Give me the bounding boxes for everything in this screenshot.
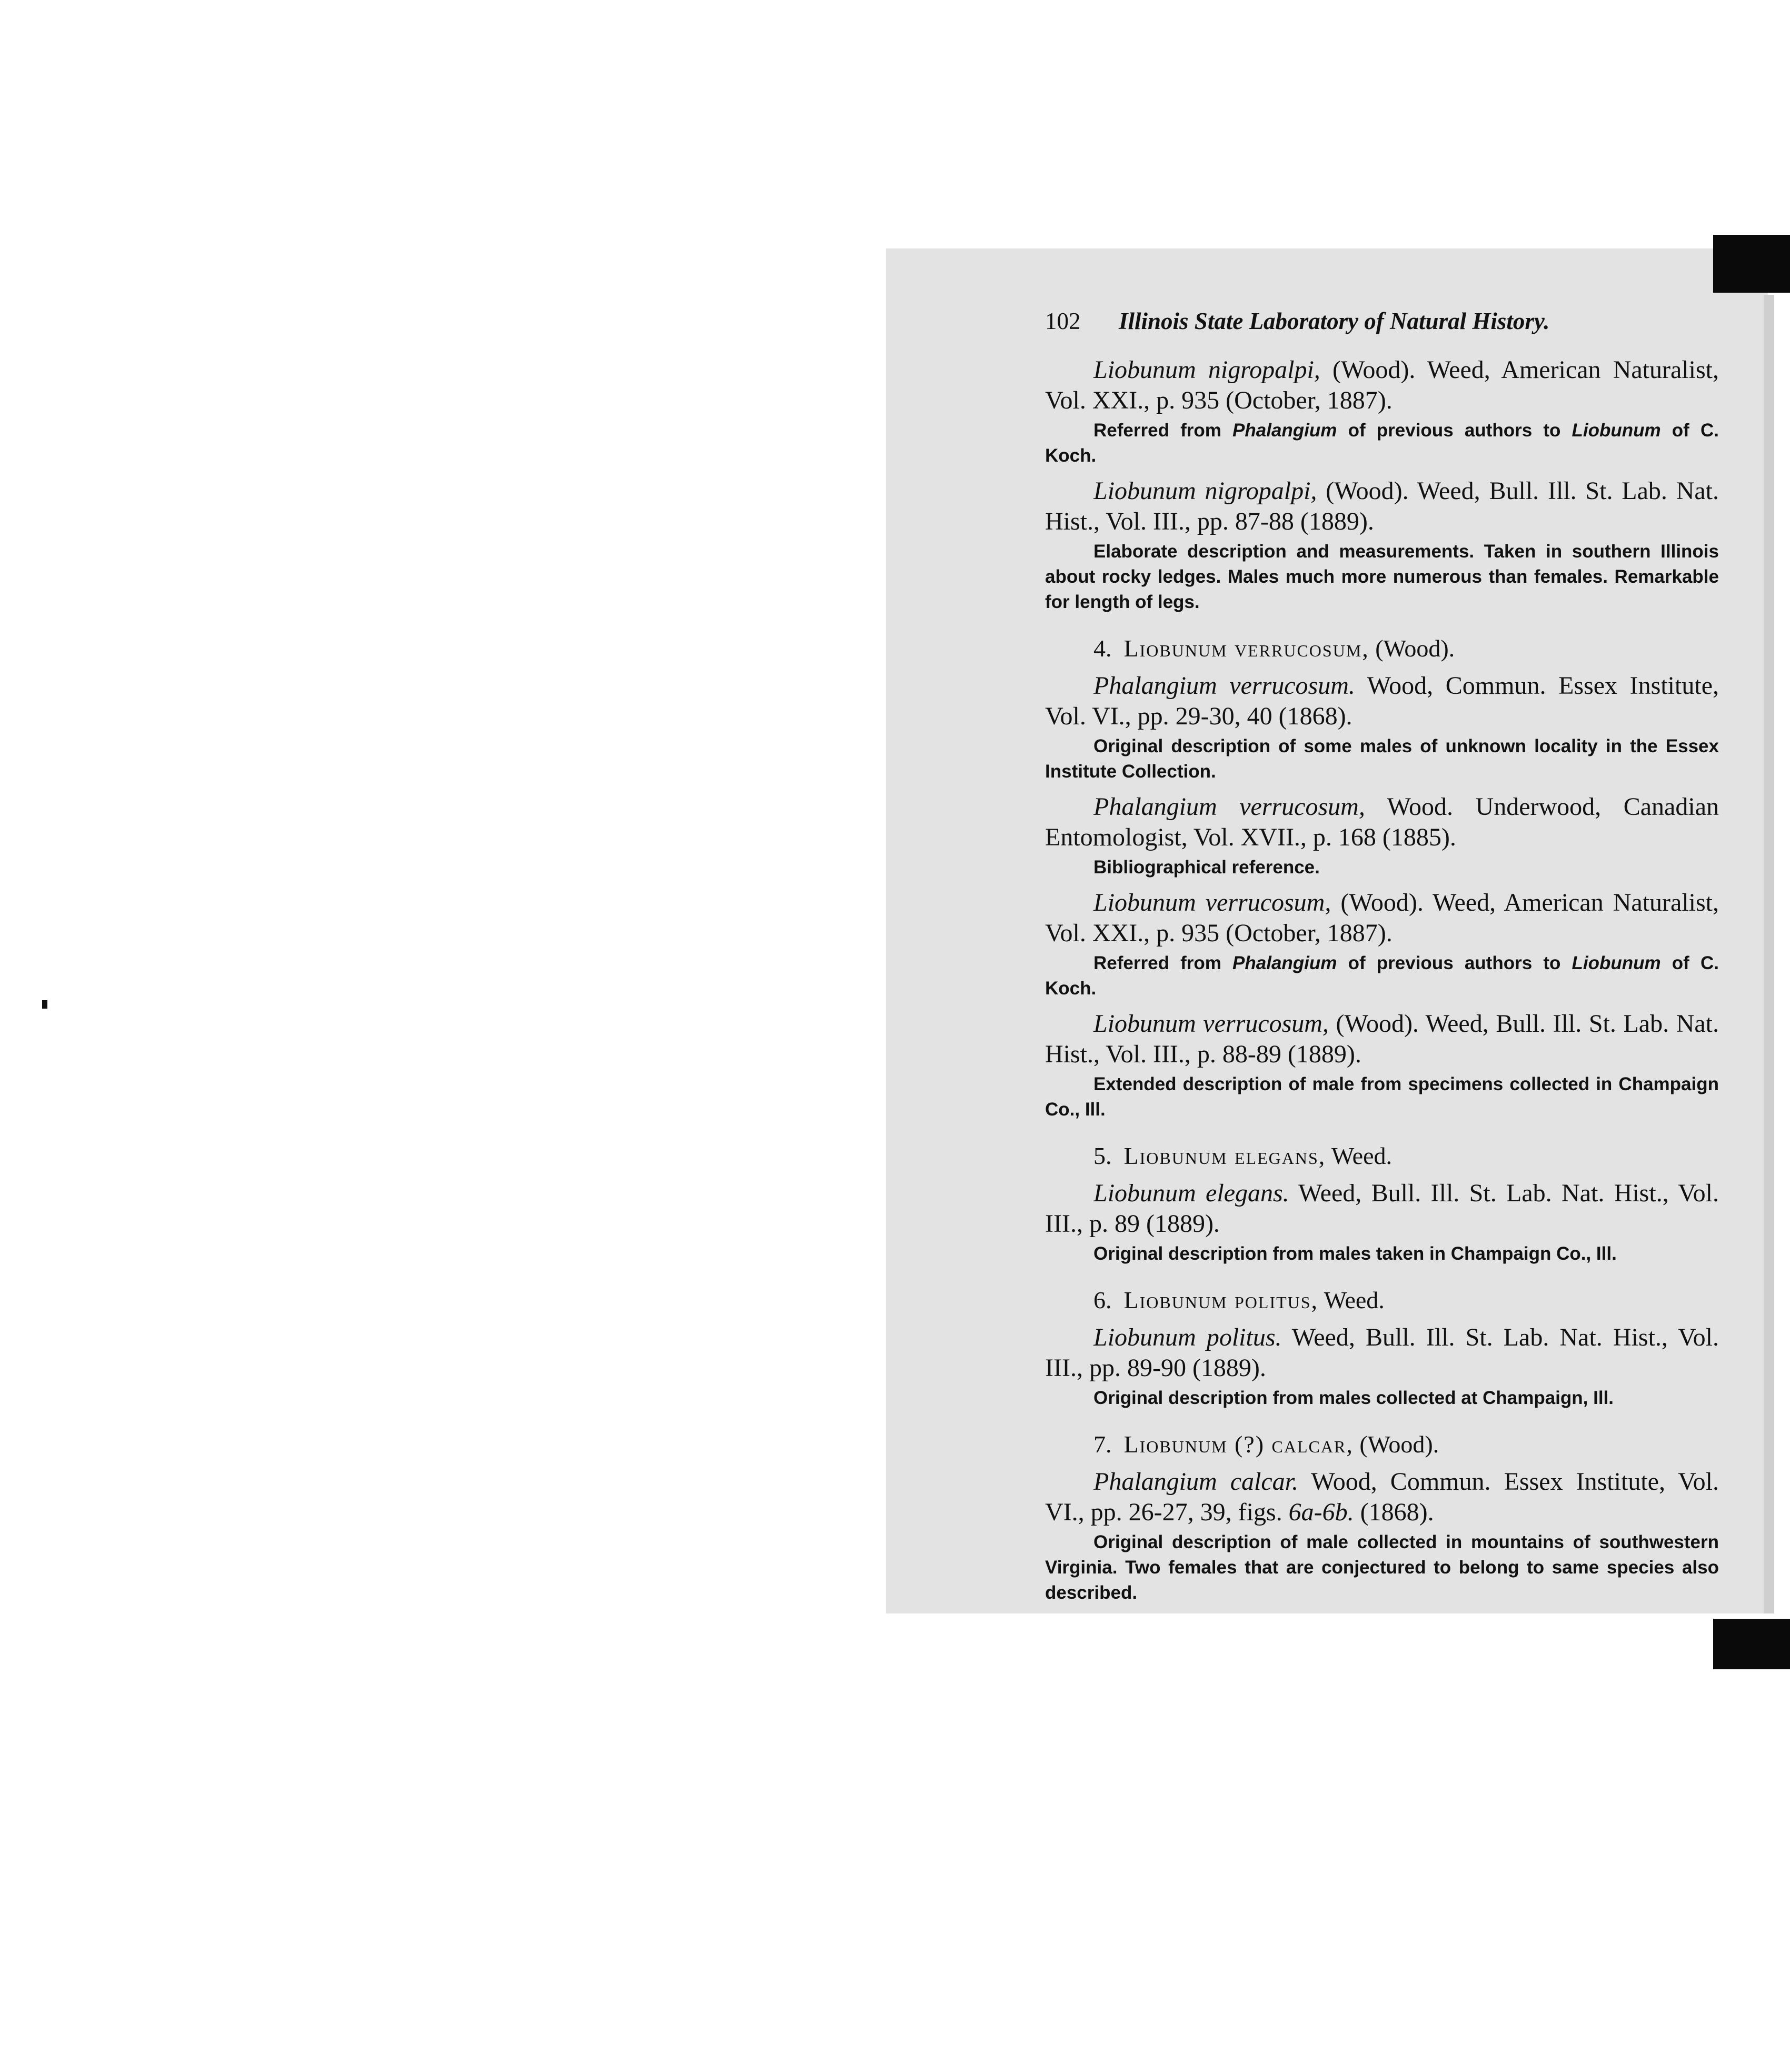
citation-entry bbox=[1045, 888, 1719, 1001]
citation-note: Referred from Phalangium of previous authors to Liobunum of C. Koch. bbox=[1045, 953, 1719, 999]
citation: Liobunum nigropalpi, (Wood). Weed, Bull. Ill. St. Lab. Nat. Hist., Vol. III., pp. 87-88 (1889). bbox=[1045, 477, 1719, 535]
citation-entry bbox=[1045, 1009, 1719, 1122]
citation-note: Elaborate description and measurements. Taken in southern Illinois about rocky ledges. Males much more numerous than females. Remarkable for length of legs. bbox=[1045, 541, 1719, 612]
scan-marker-top bbox=[1713, 235, 1790, 293]
citation: Liobunum verrucosum, (Wood). Weed, Bull. Ill. St. Lab. Nat. Hist., Vol. III., p. 88-89 (1889). bbox=[1045, 1010, 1719, 1068]
citation-note: Original description from males collected at Champaign, Ill. bbox=[1093, 1388, 1614, 1408]
citation: Phalangium verrucosum. Wood, Commun. Essex Institute, Vol. VI., pp. 29-30, 40 (1868). bbox=[1045, 672, 1719, 730]
page-edge-strip bbox=[1764, 295, 1774, 1613]
citation-note: Referred from Phalangium of previous authors to Liobunum of C. Koch. bbox=[1045, 420, 1719, 466]
citation: Liobunum politus. Weed, Bull. Ill. St. Lab. Nat. Hist., Vol. III., pp. 89-90 (1889). bbox=[1045, 1323, 1719, 1382]
citation-note: Original description of male collected in mountains of southwestern Virginia. Two females that are conjectured to belong to same species also described. bbox=[1045, 1532, 1719, 1603]
citation: Phalangium verrucosum, Wood. Underwood, Canadian Entomologist, Vol. XVII., p. 168 (1885). bbox=[1045, 793, 1719, 851]
citation-entry bbox=[1045, 355, 1719, 469]
scan-marker-bottom bbox=[1713, 1619, 1790, 1669]
species-heading: 7. Liobunum (?) calcar, (Wood). bbox=[1093, 1431, 1439, 1458]
running-title: Illinois State Laboratory of Natural History. bbox=[1119, 308, 1550, 334]
citation-note: Original description from males taken in Champaign Co., Ill. bbox=[1093, 1243, 1617, 1264]
citation: Liobunum verrucosum, (Wood). Weed, American Naturalist, Vol. XXI., p. 935 (October, 1887). bbox=[1045, 889, 1719, 947]
citation-note: Original description of some males of unknown locality in the Essex Institute Collection. bbox=[1045, 736, 1719, 782]
citation: Liobunum nigropalpi, (Wood). Weed, American Naturalist, Vol. XXI., p. 935 (October, 1887). bbox=[1045, 356, 1719, 414]
citation: Phalangium calcar. Wood, Commun. Essex Institute, Vol. VI., pp. 26-27, 39, figs. 6a-6b. (1868). bbox=[1045, 1468, 1719, 1526]
species-heading: 4. Liobunum verrucosum, (Wood). bbox=[1093, 635, 1455, 662]
species-heading: 6. Liobunum politus, Weed. bbox=[1093, 1287, 1385, 1313]
citation-entry bbox=[1045, 476, 1719, 615]
citation-entry bbox=[1045, 1178, 1719, 1267]
citation-note: Extended description of male from specimens collected in Champaign Co., Ill. bbox=[1045, 1074, 1719, 1120]
citation-entry bbox=[1045, 1467, 1719, 1606]
citation-note: Bibliographical reference. bbox=[1093, 857, 1320, 878]
citation-entry bbox=[1045, 671, 1719, 784]
citation-entry bbox=[1045, 1322, 1719, 1411]
scan-tick-mark bbox=[42, 1000, 47, 1009]
citation-entry bbox=[1045, 792, 1719, 880]
species-heading: 5. Liobunum elegans, Weed. bbox=[1093, 1142, 1393, 1169]
page-text bbox=[1045, 305, 1719, 1613]
page-header bbox=[1045, 305, 1719, 337]
citation: Liobunum elegans. Weed, Bull. Ill. St. Lab. Nat. Hist., Vol. III., p. 89 (1889). bbox=[1045, 1179, 1719, 1238]
page-number: 102 bbox=[1045, 308, 1081, 334]
